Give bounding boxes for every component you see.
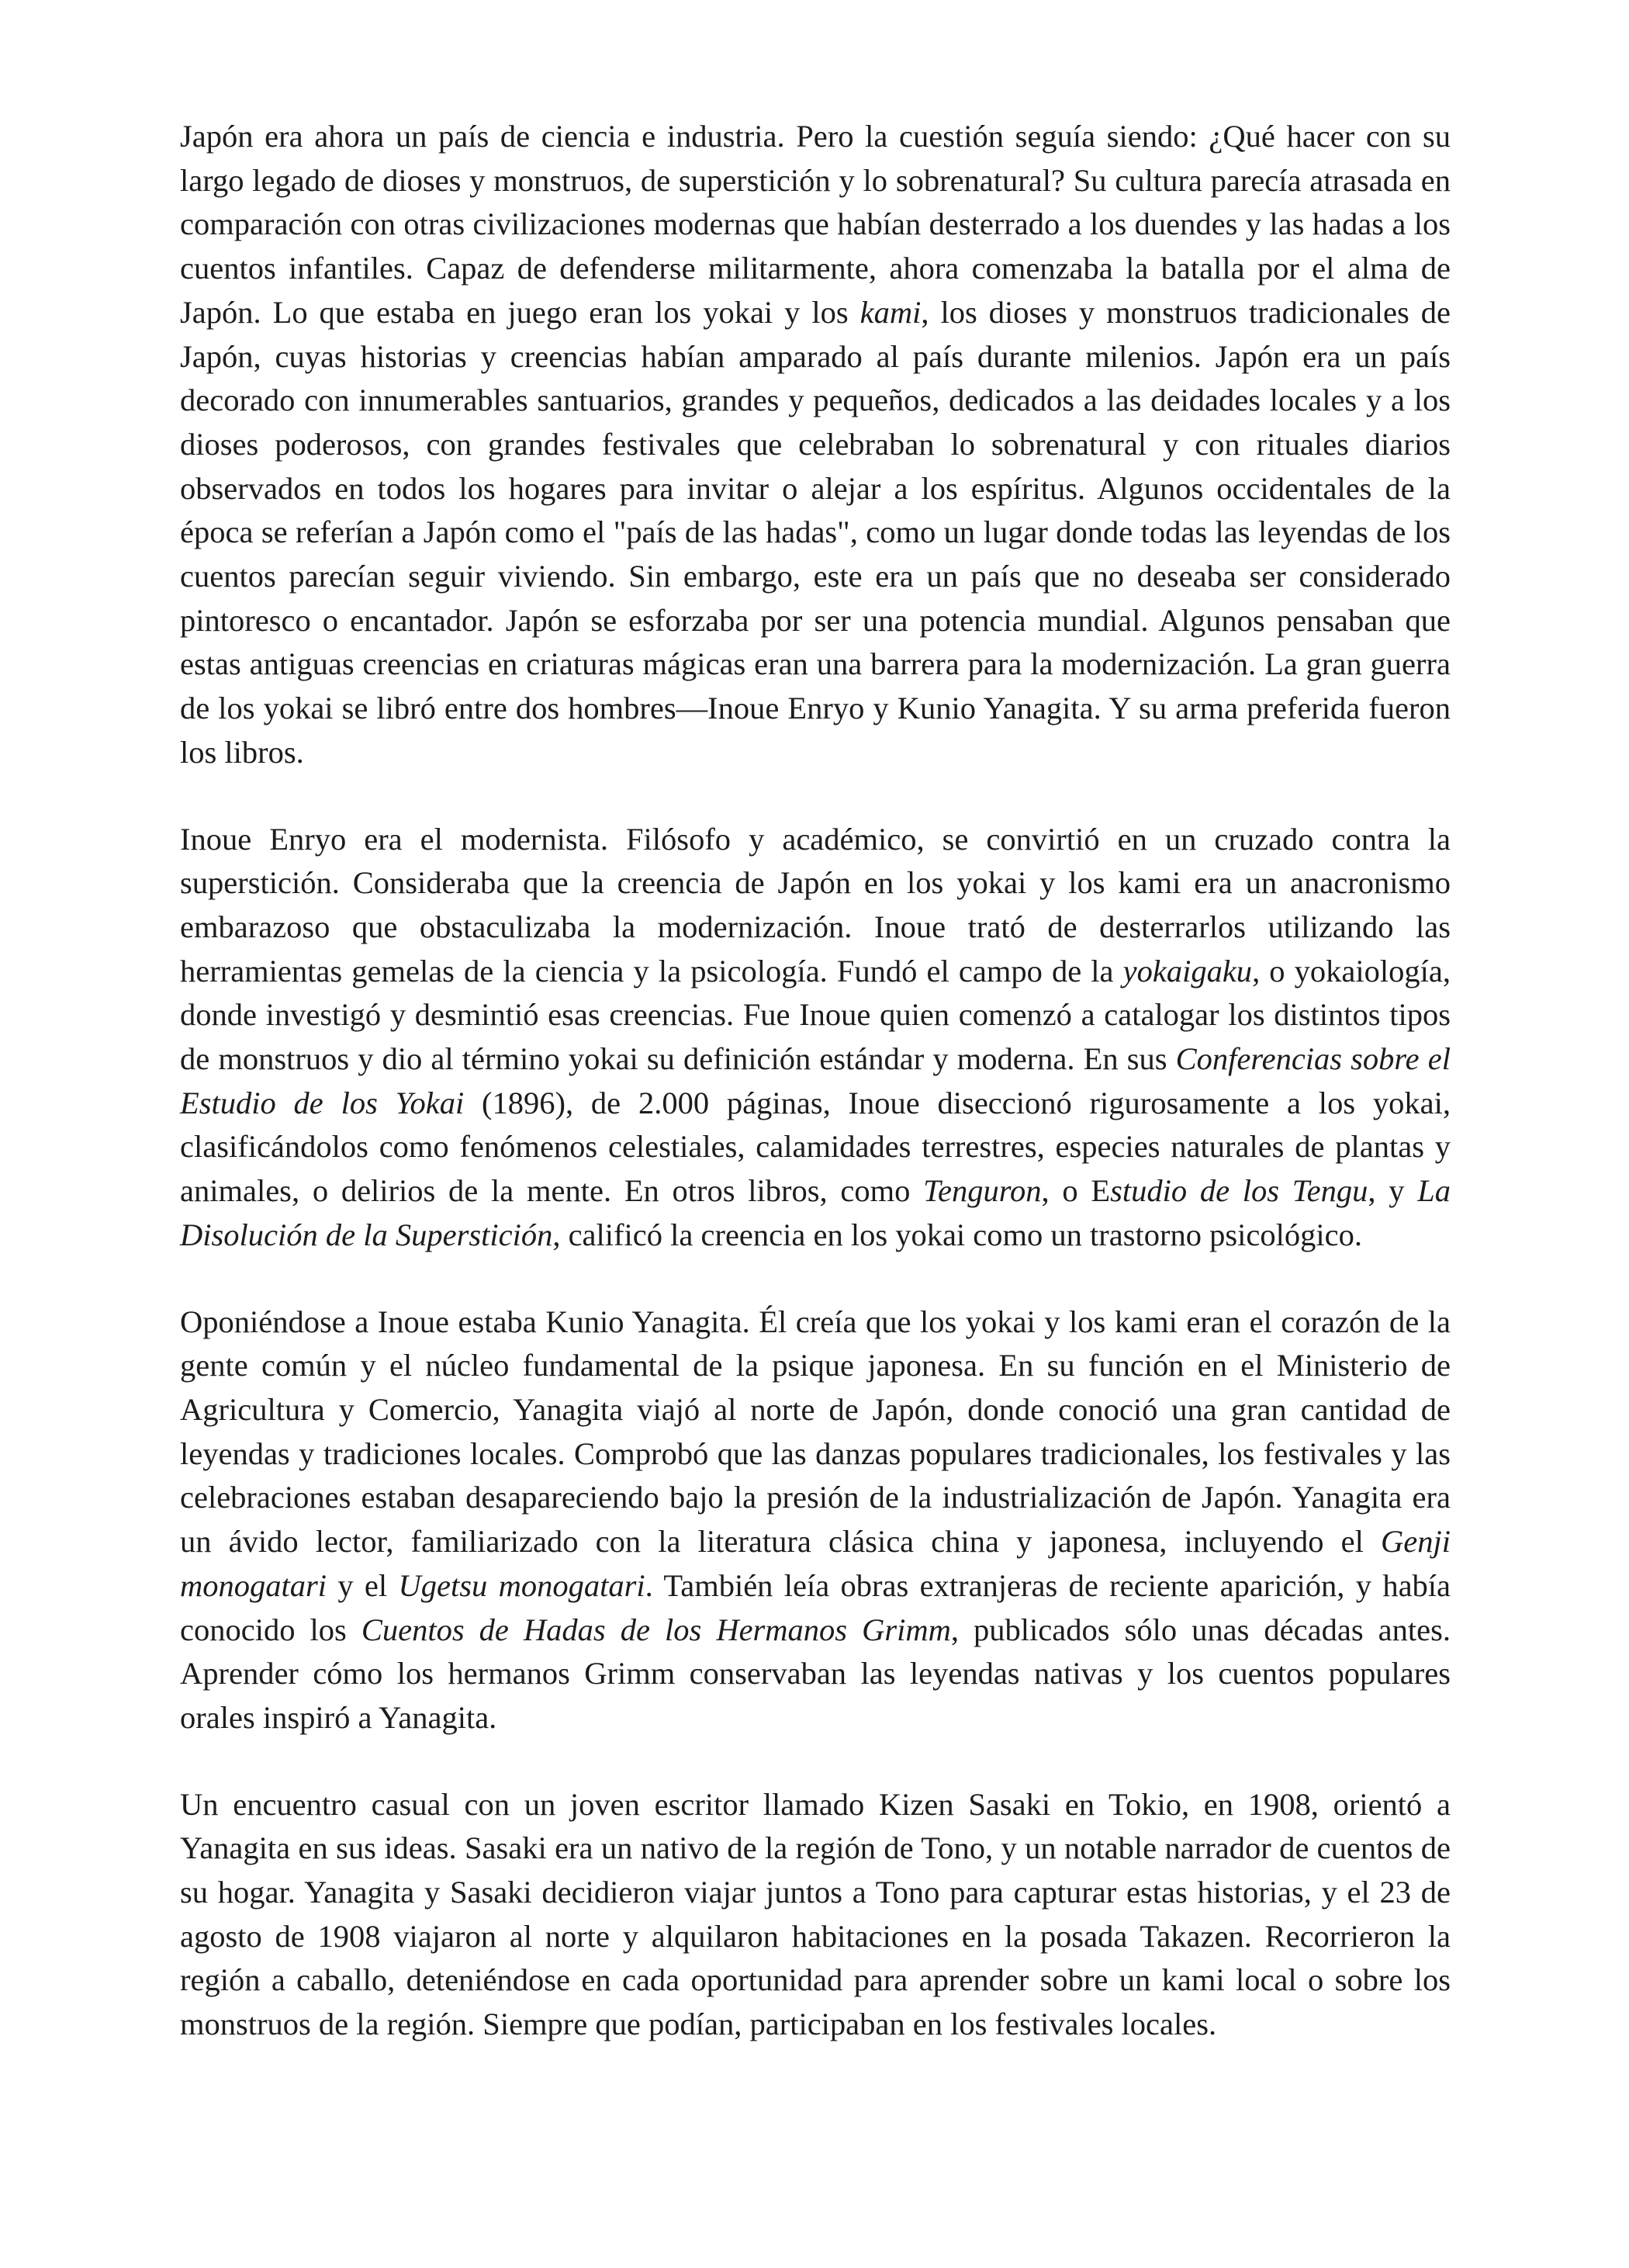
paragraph-2 bbox=[180, 818, 1451, 1258]
paragraph-2-italic-conferencias: Conferencias sobre el Estudio de los Yokai bbox=[180, 1041, 1451, 1120]
paragraph-1-text: Japón era ahora un país de ciencia e industria. Pero la cuestión seguía siendo: ¿Qué hacer con su largo legado de dioses y monstruos, de superstición y lo sobrenatural? Su cultura parecía atrasada en comparación con otras civilizaciones modernas que habían desterrado a los duendes y las hadas a los cuentos infantiles. Capaz de defenderse militarmente, ahora comenzaba la batalla por el alma de Japón. Lo que estaba en juego eran los yokai y los bbox=[180, 119, 1451, 330]
paragraph-3 bbox=[180, 1300, 1451, 1740]
paragraph-2-italic-tenguron: Tenguron bbox=[923, 1173, 1042, 1209]
paragraph-2-text: , o E bbox=[1041, 1173, 1111, 1209]
paragraph-2-text: , o yokaiología, donde investigó y desmintió esas creencias. Fue Inoue quien comenzó a catalogar los distintos tipos de monstruos y dio al término yokai su definición estándar y moderna. En sus bbox=[180, 953, 1451, 1077]
paragraph-2-italic-yokaigaku: yokaigaku bbox=[1122, 953, 1253, 989]
paragraph-2-text: , calificó la creencia en los yokai como un trastorno psicológico. bbox=[552, 1217, 1362, 1252]
paragraph-3-text: , publicados sólo unas décadas antes. Aprender cómo los hermanos Grimm conservaban las leyendas nativas y los cuentos populares orales inspiró a Yanagita. bbox=[180, 1612, 1451, 1735]
paragraph-1 bbox=[180, 115, 1451, 775]
paragraph-4 bbox=[180, 1783, 1451, 2047]
paragraph-2-text: , y bbox=[1368, 1173, 1418, 1209]
paragraph-2-text: Inoue Enryo era el modernista. Filósofo y académico, se convirtió en un cruzado contra la superstición. Consideraba que la creencia de Japón en los yokai y los kami era un anacronismo embarazoso que obstaculizaba la modernización. Inoue trató de desterrarlos utilizando las herramientas gemelas de la ciencia y la psicología. Fundó el campo de la bbox=[180, 821, 1451, 989]
paragraph-3-text: y el bbox=[327, 1567, 399, 1603]
paragraph-3-text: Oponiéndose a Inoue estaba Kunio Yanagita. Él creía que los yokai y los kami eran el corazón de la gente común y el núcleo fundamental de la psique japonesa. En su función en el Ministerio de Agricultura y Comercio, Yanagita viajó al norte de Japón, donde conoció una gran cantidad de leyendas y tradiciones locales. Comprobó que las danzas populares tradicionales, los festivales y las celebraciones estaban desapareciendo bajo la presión de la industrialización de Japón. Yanagita era un ávido lector, familiarizado con la literatura clásica china y japonesa, incluyendo el bbox=[180, 1304, 1451, 1560]
paragraph-3-text: . También leía obras extranjeras de reciente aparición, y había conocido los bbox=[180, 1567, 1451, 1647]
paragraph-3-italic-ugetsu: Ugetsu monogatari bbox=[398, 1567, 645, 1603]
paragraph-2-text: (1896), de 2.000 páginas, Inoue diseccionó rigurosamente a los yokai, clasificándolos como fenómenos celestiales, calamidades terrestres, especies naturales de plantas y animales, o delirios de la mente. En otros libros, como bbox=[180, 1085, 1451, 1209]
paragraph-3-italic-grimm: Cuentos de Hadas de los Hermanos Grimm bbox=[361, 1612, 951, 1647]
paragraph-1-text: , los dioses y monstruos tradicionales de Japón, cuyas historias y creencias habían amparado al país durante milenios. Japón era un país decorado con innumerables santuarios, grandes y pequeños, dedicados a las deidades locales y a los dioses poderosos, con grandes festivales que celebraban lo sobrenatural y con rituales diarios observados en todos los hogares para invitar o alejar a los espíritus. Algunos occidentales de la época se referían a Japón como el "país de las hadas", como un lugar donde todas las leyendas de los cuentos parecían seguir viviendo. Sin embargo, este era un país que no deseaba ser considerado pintoresco o encantador. Japón se esforzaba por ser una potencia mundial. Algunos pensaban que estas antiguas creencias en criaturas mágicas eran una barrera para la modernización. La gran guerra de los yokai se libró entre dos hombres—Inoue Enryo y Kunio Yanagita. Y su arma preferida fueron los libros. bbox=[180, 294, 1451, 770]
paragraph-2-italic-estudio-tengu: studio de los Tengu bbox=[1110, 1173, 1368, 1209]
paragraph-2-italic-disolucion: La Disolución de la Superstición bbox=[180, 1173, 1451, 1252]
paragraph-1-italic-kami: kami bbox=[859, 294, 922, 330]
paragraph-3-italic-genji: Genji monogatari bbox=[180, 1524, 1451, 1603]
paragraph-4-text: Un encuentro casual con un joven escritor llamado Kizen Sasaki en Tokio, en 1908, orientó a Yanagita en sus ideas. Sasaki era un nativo de la región de Tono, y un notable narrador de cuentos de su hogar. Yanagita y Sasaki decidieron viajar juntos a Tono para capturar estas historias, y el 23 de agosto de 1908 viajaron al norte y alquilaron habitaciones en la posada Takazen. Recorrieron la región a caballo, deteniéndose en cada oportunidad para aprender sobre un kami local o sobre los monstruos de la región. Siempre que podían, participaban en los festivales locales. bbox=[180, 1786, 1451, 2042]
